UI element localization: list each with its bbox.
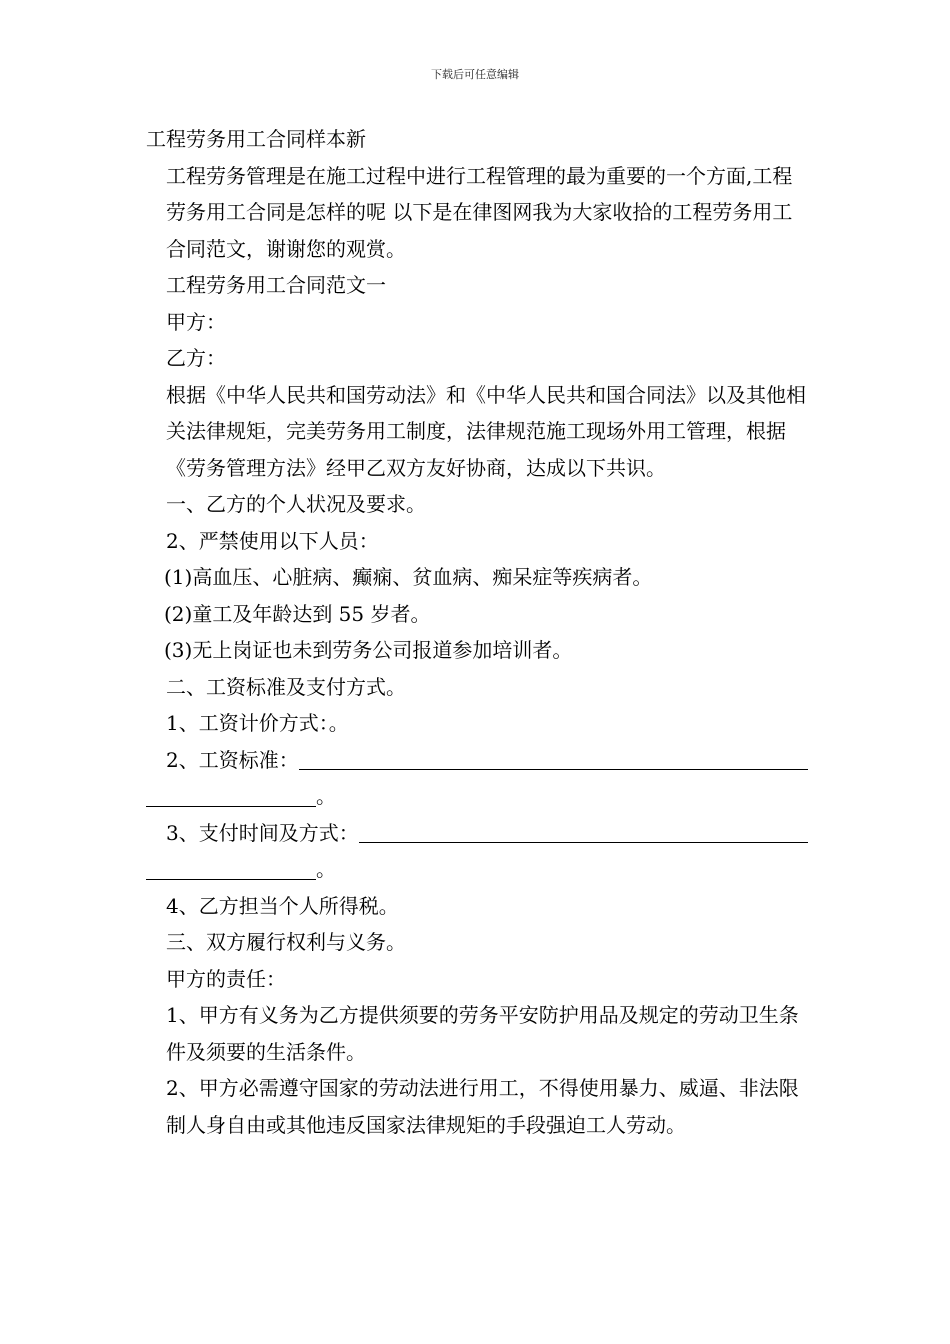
item-2-3-continuation [146,851,808,888]
party-a-duty-heading: 甲方的责任： [166,966,286,991]
document-title: 工程劳务用工合同样本新 [146,127,366,151]
section-subtitle: 工程劳务用工合同范文一 [166,273,386,297]
item-2-4: 4、乙方担当个人所得税。 [166,893,399,918]
party-b-label: 乙方： [166,346,226,370]
item-2-2-continuation [146,778,808,815]
item-1-2: 2、严禁使用以下人员： [166,528,379,553]
payment-method-blank-end [146,855,316,880]
blank-end-mark: 。 [316,784,336,808]
duty-1: 1、甲方有义务为乙方提供须要的劳务平安防护用品及规定的劳动卫生条件及须要的生活条件。 [166,1003,799,1064]
header-note: 下载后可任意编辑 [431,68,519,81]
item-1-2-2: (2)童工及年龄达到 55 岁者。 [164,601,431,626]
intro-paragraph: 工程劳务管理是在施工过程中进行工程管理的最为重要的一个方面,工程劳务用工合同是怎样的呢 以下是在律图网我为大家收拾的工程劳务用工合同范文，谢谢您的观赏。 [166,163,793,261]
item-2-1: 1、工资计价方式：。 [166,711,349,735]
item-2-3-row [146,815,808,852]
duty-2: 2、甲方必需遵守国家的劳动法进行用工，不得使用暴力、威逼、非法限制人身自由或其他违反国家法律规矩的手段强迫工人劳动。 [166,1076,799,1137]
payment-method-blank [359,818,808,843]
item-2-3-label: 3、支付时间及方式： [166,820,359,845]
section-1-heading: 一、乙方的个人状况及要求。 [166,492,426,516]
item-1-2-1: (1)高血压、心脏病、癫痫、贫血病、痴呆症等疾病者。 [164,565,653,589]
item-2-2-label: 2、工资标准： [166,747,299,772]
wage-standard-blank [299,745,808,770]
section-3-heading: 三、双方履行权利与义务。 [166,930,406,954]
item-2-2-row [146,742,808,779]
section-2-heading: 二、工资标准及支付方式。 [166,674,406,699]
wage-standard-blank-end [146,782,316,807]
item-1-2-3: (3)无上岗证也未到劳务公司报道参加培训者。 [164,638,573,662]
basis-paragraph: 根据《中华人民共和国劳动法》和《中华人民共和国合同法》以及其他相关法律规矩，完美劳务用工制度，法律规范施工现场外用工管理，根据《劳务管理方法》经甲乙双方友好协商，达成以下共识。 [166,382,806,480]
party-a-label: 甲方： [166,309,226,334]
document-body [146,121,808,1143]
blank-end-mark: 。 [316,857,336,881]
